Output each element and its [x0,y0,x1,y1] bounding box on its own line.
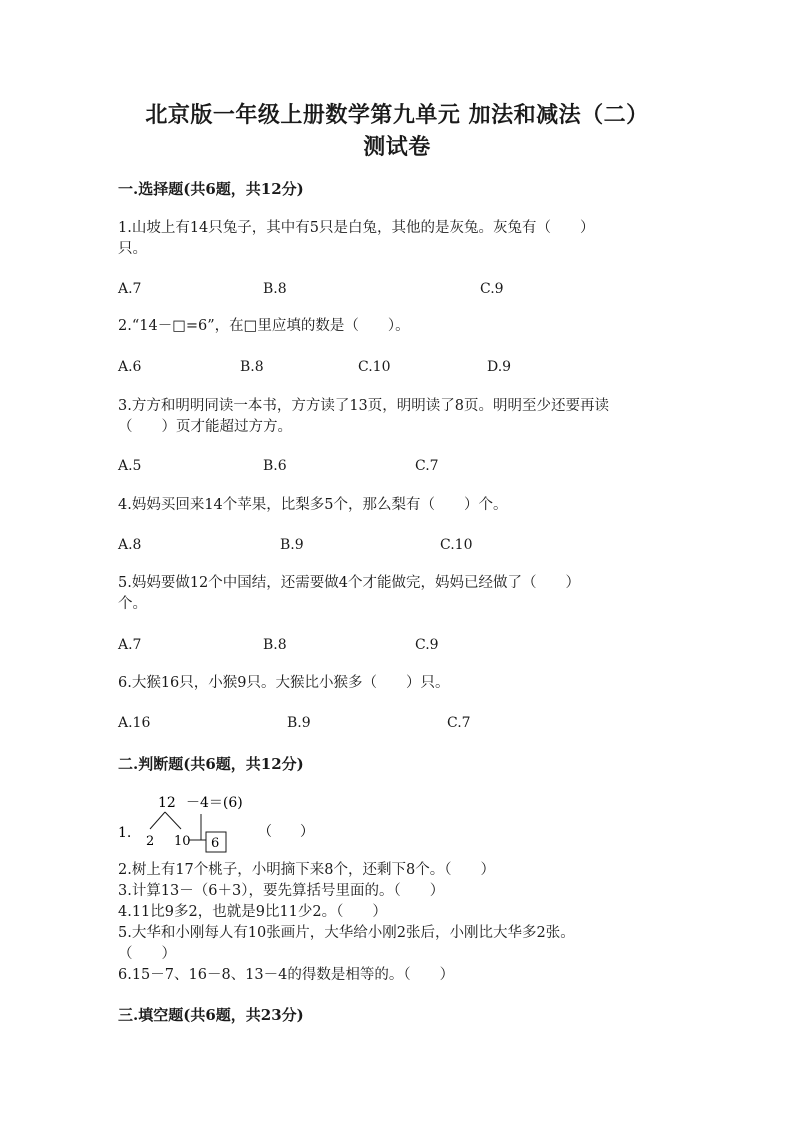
judge-q3: 3.计算13－（6＋3），要先算括号里面的。（ ） [118,883,445,899]
split-diagram [118,792,358,858]
choice-q5-option-c[interactable]: C.9 [415,637,439,653]
split-line-left [150,812,165,829]
choice-q1-option-c[interactable]: C.9 [480,281,504,297]
choice-q4-option-c[interactable]: C.10 [440,537,473,553]
judge-q6: 6.15－7、16－8、13－4的得数是相等的。（ ） [118,967,455,983]
choice-q1-option-a[interactable]: A.7 [118,281,142,297]
judge-q5-line1: 5.大华和小刚每人有10张画片，大华给小刚2张后，小刚比大华多2张。 [118,925,575,941]
judge-q1-number: 1. [118,825,132,841]
choice-q3-option-a[interactable]: A.5 [118,458,142,474]
section-judge-heading: 二.判断题(共6题，共12分) [118,755,304,773]
judge-q2: 2.树上有17个桃子，小明摘下来8个，还剩下8个。（ ） [118,862,495,878]
choice-q2-line1: 2.“14－□=6”，在□里应填的数是（ ）。 [118,318,410,334]
split-line-right [165,812,181,829]
judge-q1-paren: （ ） [258,824,314,840]
choice-q2-option-c[interactable]: C.10 [358,359,391,375]
judge-q1-expr-b: －4＝(6) [186,795,243,811]
section-fill-heading: 三.填空题(共6题，共23分) [118,1006,304,1024]
judge-q1-expr-a: 12 [158,795,176,811]
choice-q3-option-b[interactable]: B.6 [263,458,287,474]
choice-q3-line1: 3.方方和明明同读一本书，方方读了13页，明明读了8页。明明至少还要再读 [118,398,610,414]
choice-q2-option-d[interactable]: D.9 [487,359,512,375]
choice-q5-line1: 5.妈妈要做12个中国结，还需要做4个才能做完，妈妈已经做了（ ） [118,575,581,591]
choice-q3-line2: （ ）页才能超过方方。 [118,419,292,435]
choice-q4-line1: 4.妈妈买回来14个苹果，比梨多5个，那么梨有（ ）个。 [118,497,508,513]
choice-q5-option-a[interactable]: A.7 [118,637,142,653]
choice-q6-option-c[interactable]: C.7 [447,715,471,731]
section-choice-heading: 一.选择题(共6题，共12分) [118,180,304,198]
split-left-value: 2 [146,834,155,849]
choice-q6-option-a[interactable]: A.16 [118,715,151,731]
choice-q4-option-a[interactable]: A.8 [118,537,142,553]
choice-q1-line1: 1.山坡上有14只兔子，其中有5只是白兔，其他的是灰兔。灰兔有（ ） [118,220,595,236]
choice-q5-line2: 个。 [118,596,147,612]
choice-q2-option-b[interactable]: B.8 [240,359,264,375]
choice-q1-line2: 只。 [118,241,147,257]
choice-q1-option-b[interactable]: B.8 [263,281,287,297]
split-right-value: 10 [174,834,191,849]
choice-q4-option-b[interactable]: B.9 [280,537,304,553]
choice-q2-option-a[interactable]: A.6 [118,359,142,375]
page-title-line2: 测试卷 [363,134,431,160]
choice-q6-line1: 6.大猴16只，小猴9只。大猴比小猴多（ ）只。 [118,675,450,691]
answer-box-value: 6 [211,836,220,851]
judge-q5-line2: （ ） [118,946,176,962]
choice-q5-option-b[interactable]: B.8 [263,637,287,653]
page-title: 北京版一年级上册数学第九单元 加法和减法（二） [145,102,649,128]
choice-q6-option-b[interactable]: B.9 [287,715,311,731]
judge-q4: 4.11比9多2，也就是9比11少2。（ ） [118,904,387,920]
choice-q3-option-c[interactable]: C.7 [415,458,439,474]
